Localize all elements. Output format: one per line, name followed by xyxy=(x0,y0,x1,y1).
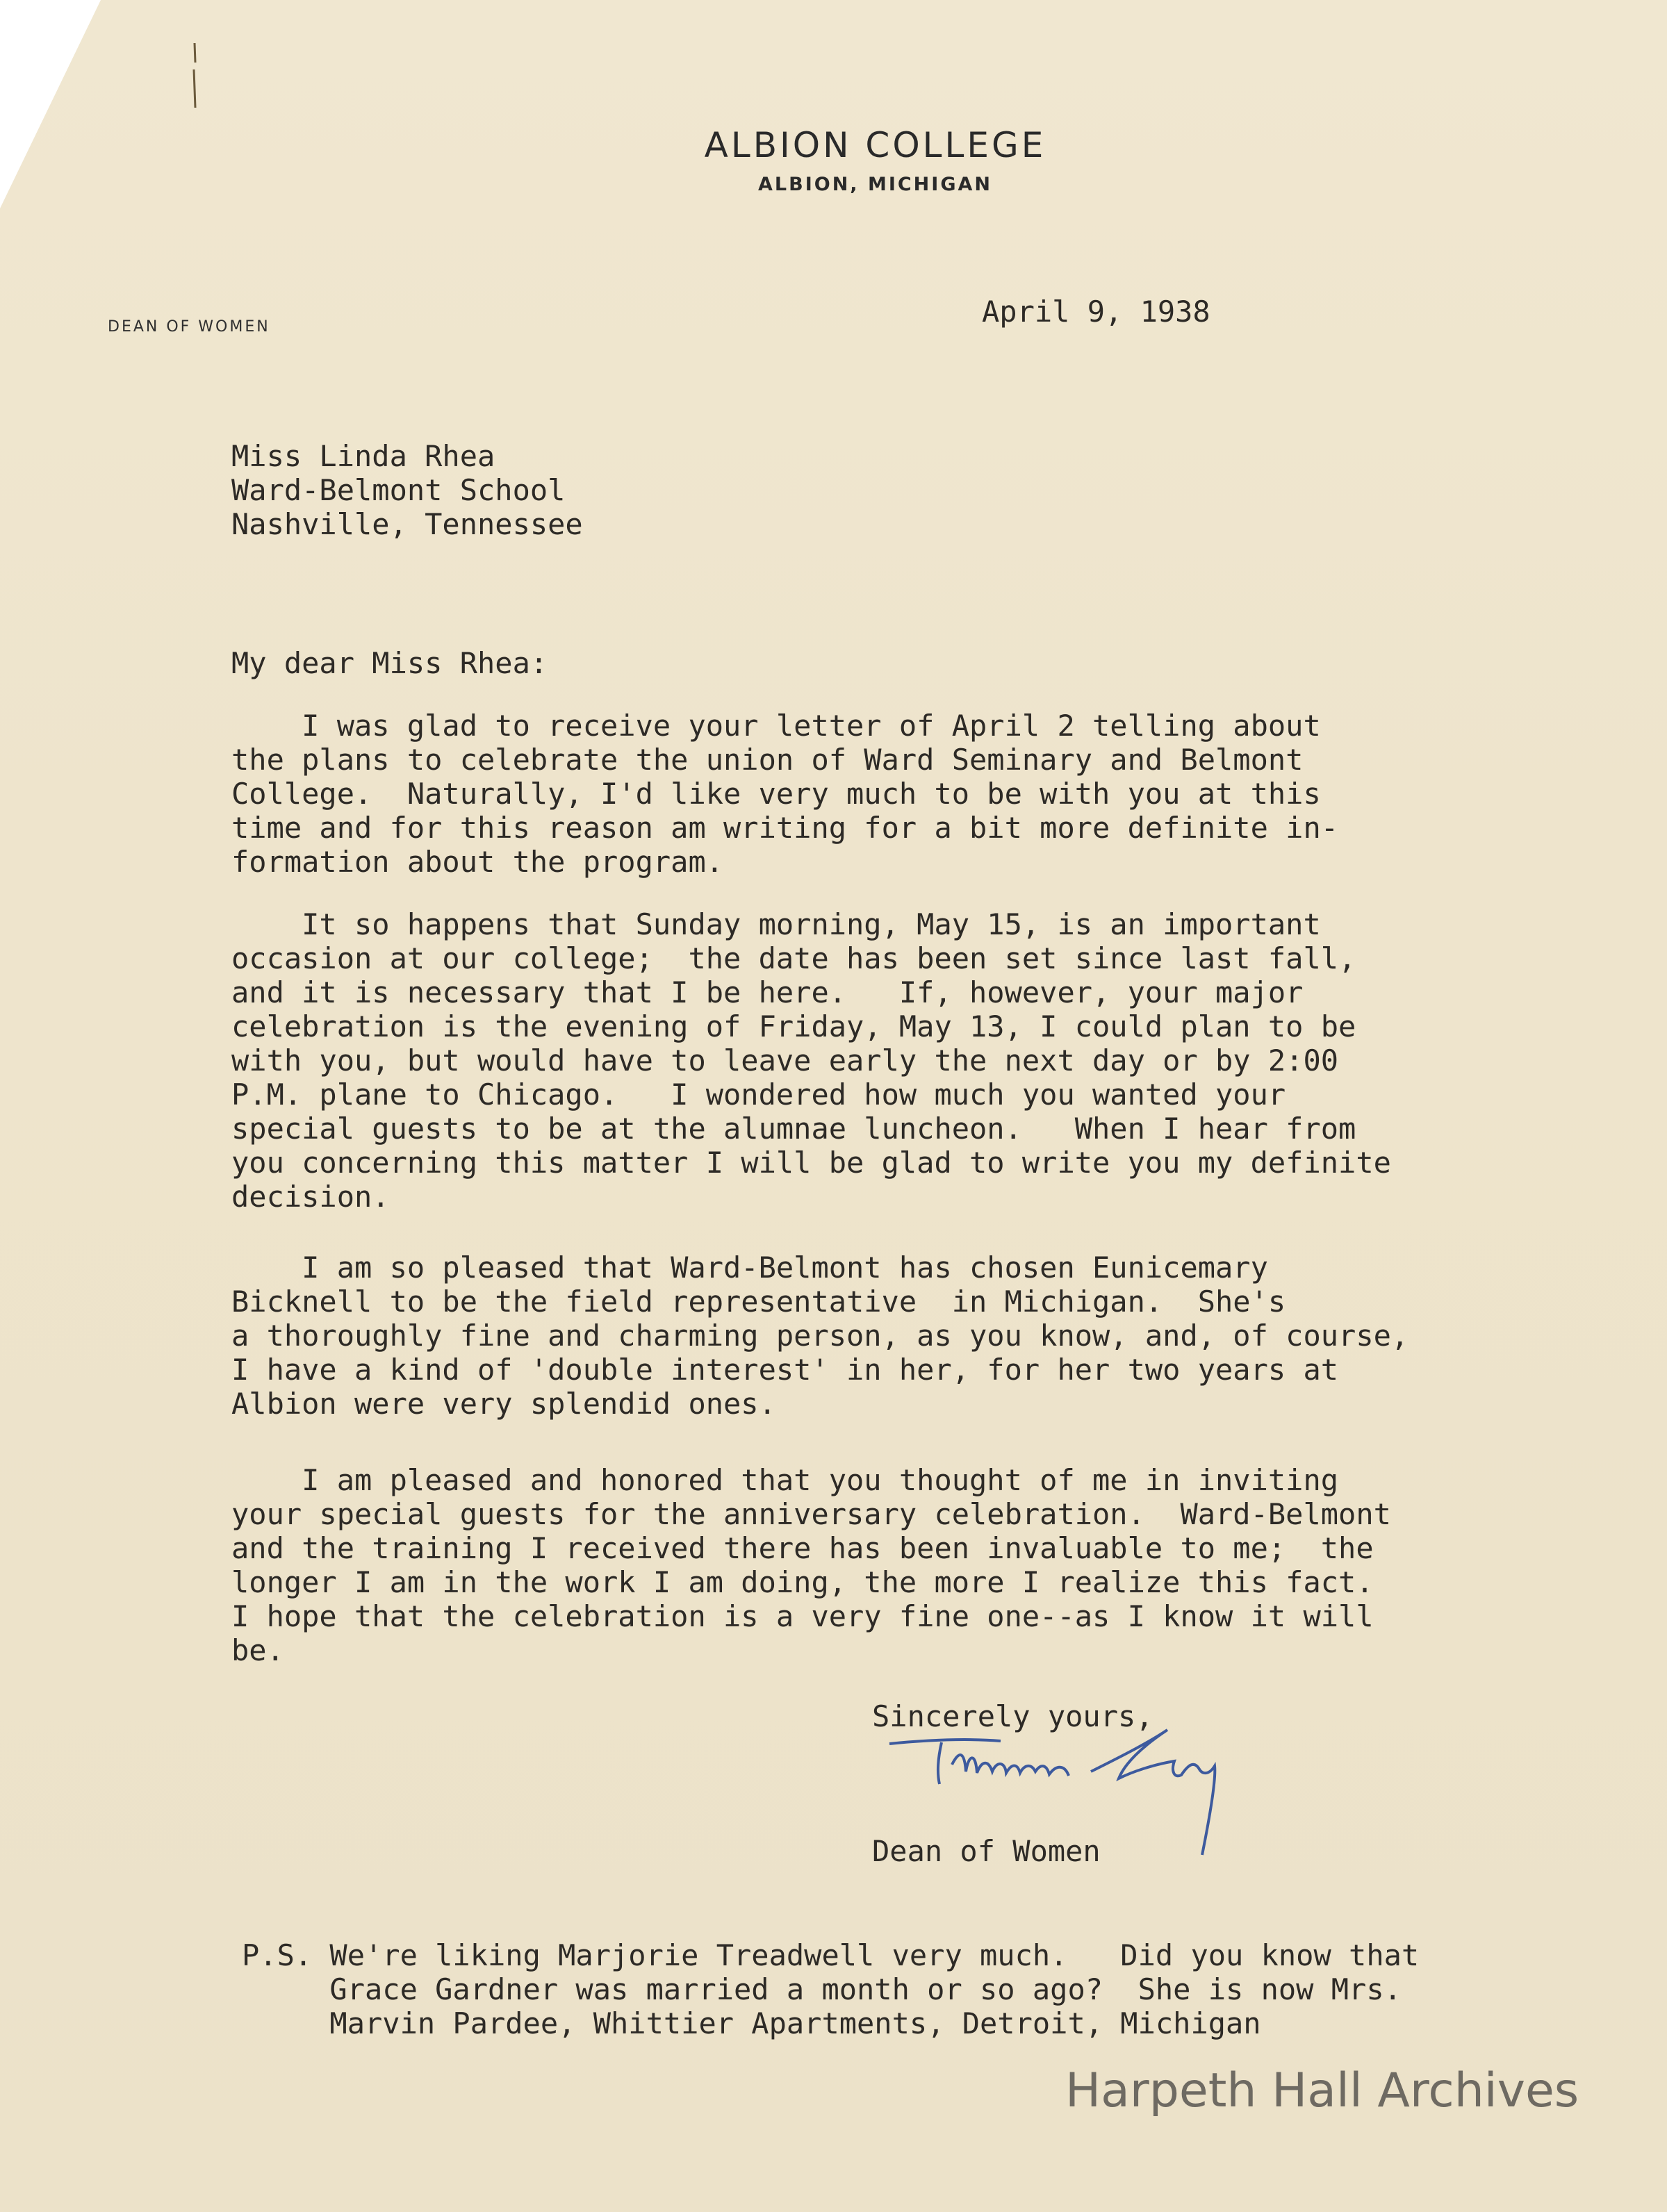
paragraph-line: formation about the program. xyxy=(231,845,724,879)
recipient-line: Nashville, Tennessee xyxy=(231,507,583,541)
paragraph-line: I am so pleased that Ward-Belmont has chosen Eunicemary xyxy=(231,1251,1268,1285)
recipient-line: Ward-Belmont School xyxy=(231,473,566,507)
postscript-line: Marvin Pardee, Whittier Apartments, Detroit, Michigan xyxy=(242,2006,1261,2040)
paragraph-line: P.M. plane to Chicago. I wondered how much you wanted your xyxy=(231,1078,1286,1112)
paragraph-3 xyxy=(231,1251,1409,1421)
postscript-line: P.S. We're liking Marjorie Treadwell very much. Did you know that xyxy=(242,1938,1420,1972)
recipient-address xyxy=(231,439,583,541)
paragraph-2 xyxy=(231,907,1391,1214)
postscript-line: Grace Gardner was married a month or so ago? She is now Mrs. xyxy=(242,1972,1402,2006)
letterhead-location: ALBION, MICHIGAN xyxy=(758,174,992,195)
paragraph-4 xyxy=(231,1463,1391,1667)
paragraph-line: It so happens that Sunday morning, May 15, is an important xyxy=(231,907,1321,941)
paragraph-1 xyxy=(231,709,1338,879)
paragraph-line: I hope that the celebration is a very fine one--as I know it will xyxy=(231,1599,1374,1633)
paragraph-line: be. xyxy=(231,1633,284,1667)
paragraph-line: longer I am in the work I am doing, the more I realize this fact. xyxy=(231,1565,1374,1599)
letter-date: April 9, 1938 xyxy=(982,295,1210,329)
paragraph-line: College. Naturally, I'd like very much to be with you at this xyxy=(231,777,1321,811)
paragraph-line: your special guests for the anniversary celebration. Ward-Belmont xyxy=(231,1497,1391,1531)
paragraph-line: decision. xyxy=(231,1180,390,1214)
paragraph-line: I was glad to receive your letter of April 2 telling about xyxy=(231,709,1321,743)
paragraph-line: time and for this reason am writing for a bit more definite in- xyxy=(231,811,1339,845)
paragraph-line: celebration is the evening of Friday, May 13, I could plan to be xyxy=(231,1009,1356,1043)
archive-watermark: Harpeth Hall Archives xyxy=(1065,2063,1579,2118)
paragraph-line: I have a kind of 'double interest' in her, for her two years at xyxy=(231,1353,1339,1387)
paragraph-line: and the training I received there has been invaluable to me; the xyxy=(231,1531,1374,1565)
recipient-line: Miss Linda Rhea xyxy=(231,439,495,473)
postscript xyxy=(242,1938,1419,2040)
paragraph-line: the plans to celebrate the union of Ward Seminary and Belmont xyxy=(231,743,1304,777)
paragraph-line: Albion were very splendid ones. xyxy=(231,1387,776,1421)
paragraph-line: occasion at our college; the date has been set since last fall, xyxy=(231,941,1356,975)
paragraph-line: Bicknell to be the field representative in Michigan. She's xyxy=(231,1285,1286,1319)
paragraph-line: with you, but would have to leave early the next day or by 2:00 xyxy=(231,1043,1339,1078)
paragraph-line: you concerning this matter I will be glad to write you my definite xyxy=(231,1146,1391,1180)
letterhead-office: DEAN OF WOMEN xyxy=(108,318,270,336)
paragraph-line: special guests to be at the alumnae luncheon. When I hear from xyxy=(231,1112,1356,1146)
signer-title: Dean of Women xyxy=(872,1834,1101,1868)
paragraph-line: and it is necessary that I be here. If, however, your major xyxy=(231,975,1304,1009)
pencil-mark xyxy=(192,42,197,111)
paragraph-line: I am pleased and honored that you thought of me in inviting xyxy=(231,1463,1339,1497)
closing: Sincerely yours, xyxy=(872,1699,1153,1733)
salutation: My dear Miss Rhea: xyxy=(231,646,548,680)
letterhead-college: ALBION COLLEGE xyxy=(704,125,1046,165)
paragraph-line: a thoroughly fine and charming person, as you know, and, of course, xyxy=(231,1319,1409,1353)
